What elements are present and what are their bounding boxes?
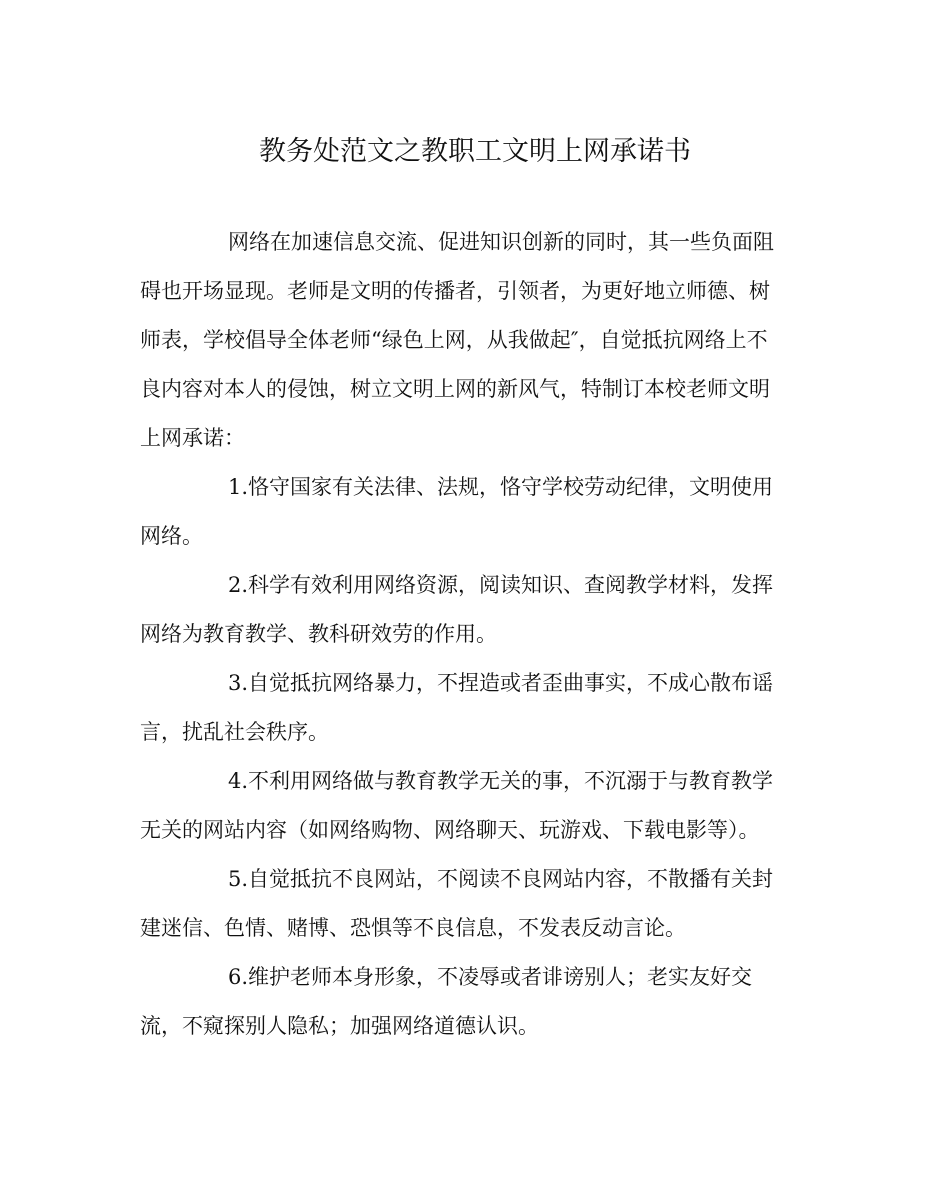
text-line: 网络。: [140, 524, 203, 548]
text-line: 师表，学校倡导全体老师“绿色上网，从我做起″，自觉抵抗网络上不: [140, 328, 768, 352]
paragraph-item-3: [140, 659, 810, 757]
text-line: 碍也开场显现。老师是文明的传播者，引领者，为更好地立师德、树: [140, 279, 770, 303]
text-line: 1.恪守国家有关法律、法规，恪守学校劳动纪律，文明使用: [228, 475, 774, 499]
text-line: 良内容对本人的侵蚀，树立文明上网的新风气，特制订本校老师文明: [140, 377, 770, 401]
paragraph-item-5: [140, 855, 810, 953]
paragraph-item-2: [140, 561, 810, 659]
text-line: 言，扰乱社会秩序。: [140, 720, 329, 744]
document-body: [140, 218, 810, 1051]
text-line: 网络在加速信息交流、促进知识创新的同时，其一些负面阻: [228, 230, 774, 254]
text-line: 3.自觉抵抗网络暴力，不捏造或者歪曲事实，不成心散布谣: [228, 671, 774, 695]
paragraph-item-4: [140, 757, 810, 855]
text-line: 4.不利用网络做与教育教学无关的事，不沉溺于与教育教学: [228, 769, 774, 793]
text-line: 无关的网站内容（如网络购物、网络聊天、玩游戏、下载电影等）。: [140, 818, 760, 842]
text-line: 5.自觉抵抗不良网站，不阅读不良网站内容，不散播有关封: [228, 867, 774, 891]
paragraph-intro: [140, 218, 810, 463]
paragraph-item-1: [140, 463, 810, 561]
text-line: 上网承诺：: [140, 426, 245, 450]
document-title: 教务处范文之教职工文明上网承诺书: [259, 136, 691, 167]
text-line: 2.科学有效利用网络资源，阅读知识、查阅教学材料，发挥: [228, 573, 774, 597]
text-line: 网络为教育教学、教科研效劳的作用。: [140, 622, 497, 646]
text-line: 流，不窥探别人隐私；加强网络道德认识。: [140, 1014, 539, 1038]
text-line: 6.维护老师本身形象，不凌辱或者诽谤别人；老实友好交: [228, 965, 753, 989]
text-line: 建迷信、色情、赌博、恐惧等不良信息，不发表反动言论。: [140, 916, 686, 940]
paragraph-item-6: [140, 953, 810, 1051]
